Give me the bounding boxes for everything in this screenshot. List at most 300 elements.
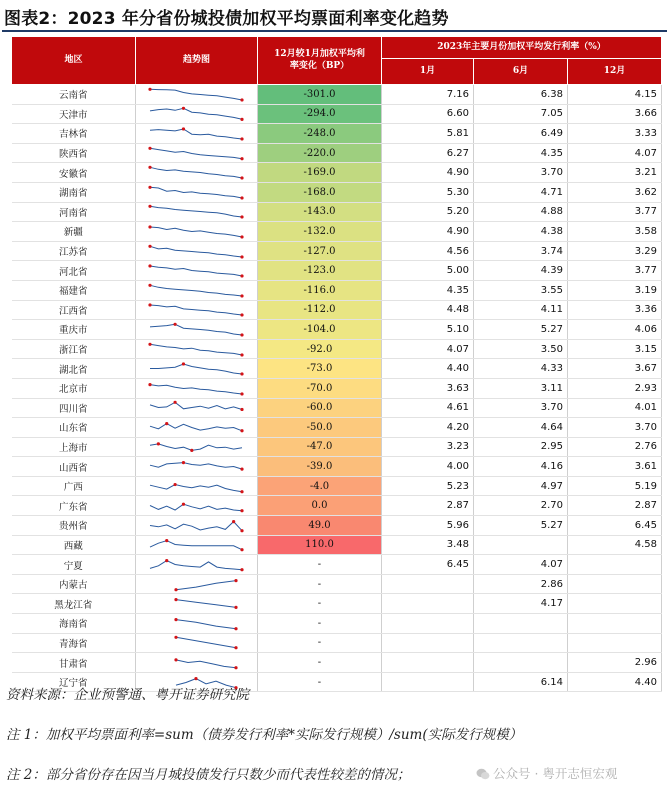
sparkline	[136, 360, 256, 377]
table-row	[12, 182, 662, 202]
rate-dec-cell: 3.66	[568, 104, 662, 124]
sparkline-path	[176, 600, 236, 608]
sparkline-path	[150, 266, 242, 276]
trend-cell	[136, 280, 258, 300]
region-cell: 安徽省	[12, 163, 136, 183]
rate-dec-cell	[568, 594, 662, 614]
trend-cell	[136, 241, 258, 261]
sparkline-path	[176, 660, 236, 668]
table-row	[12, 241, 662, 261]
trend-cell	[136, 457, 258, 477]
change-cell: 110.0	[258, 535, 382, 555]
rate-dec-cell: 3.67	[568, 359, 662, 379]
rate-jun-cell: 4.17	[474, 594, 568, 614]
rate-dec-cell	[568, 574, 662, 594]
sparkline-marker	[148, 225, 151, 228]
region-cell: 福建省	[12, 280, 136, 300]
rate-jan-cell	[382, 633, 474, 653]
sparkline-marker	[240, 468, 243, 471]
change-cell: -47.0	[258, 437, 382, 457]
change-cell: -4.0	[258, 476, 382, 496]
sparkline-path	[150, 89, 242, 100]
table-row	[12, 398, 662, 418]
trend-cell	[136, 359, 258, 379]
sparkline-marker	[174, 598, 177, 601]
sparkline-marker	[234, 647, 237, 650]
table-row	[12, 300, 662, 320]
change-cell: -294.0	[258, 104, 382, 124]
sparkline-path	[150, 364, 242, 374]
rate-jun-cell: 3.70	[474, 398, 568, 418]
sparkline-path	[150, 423, 242, 430]
rate-jun-cell: 2.95	[474, 437, 568, 457]
region-cell: 西藏	[12, 535, 136, 555]
sparkline-path	[150, 324, 242, 335]
trend-cell	[136, 300, 258, 320]
table-row	[12, 359, 662, 379]
table-row	[12, 378, 662, 398]
sparkline-marker	[182, 503, 185, 506]
sparkline-path	[150, 187, 242, 198]
sparkline-path	[150, 463, 242, 470]
table-row	[12, 104, 662, 124]
region-cell: 广西	[12, 476, 136, 496]
sparkline	[136, 654, 256, 671]
rate-jan-cell: 5.20	[382, 202, 474, 222]
change-cell: -132.0	[258, 222, 382, 242]
sparkline-path	[176, 619, 236, 628]
table-row	[12, 202, 662, 222]
rate-dec-cell	[568, 555, 662, 575]
region-cell: 辽宁省	[12, 672, 136, 692]
sparkline-marker	[157, 443, 160, 446]
sparkline-path	[150, 444, 242, 451]
rate-jan-cell: 4.90	[382, 163, 474, 183]
sparkline-marker	[240, 98, 243, 101]
region-cell: 上海市	[12, 437, 136, 457]
region-cell: 云南省	[12, 85, 136, 105]
change-cell: -248.0	[258, 124, 382, 144]
change-cell: -73.0	[258, 359, 382, 379]
sparkline-marker	[174, 618, 177, 621]
sparkline-path	[176, 580, 236, 589]
rate-jun-cell: 4.39	[474, 261, 568, 281]
region-cell: 山东省	[12, 418, 136, 438]
sparkline-marker	[190, 449, 193, 452]
rate-jun-cell: 2.70	[474, 496, 568, 516]
rate-jun-cell: 4.33	[474, 359, 568, 379]
change-cell: -301.0	[258, 85, 382, 105]
rate-jan-cell: 4.56	[382, 241, 474, 261]
table-row	[12, 614, 662, 634]
rate-dec-cell: 3.61	[568, 457, 662, 477]
trend-cell	[136, 398, 258, 418]
change-cell: -50.0	[258, 418, 382, 438]
rate-jan-cell: 5.00	[382, 261, 474, 281]
table-row	[12, 555, 662, 575]
region-cell: 四川省	[12, 398, 136, 418]
table-row	[12, 418, 662, 438]
rate-jan-cell: 2.87	[382, 496, 474, 516]
rate-dec-cell: 2.96	[568, 653, 662, 673]
header-dec: 12月	[568, 59, 662, 85]
table-row	[12, 535, 662, 555]
change-cell: -	[258, 614, 382, 634]
table-row	[12, 516, 662, 536]
sparkline-path	[150, 285, 242, 296]
sparkline-marker	[174, 636, 177, 639]
sparkline-marker	[148, 304, 151, 307]
rate-table	[11, 36, 662, 692]
sparkline	[136, 243, 256, 260]
sparkline	[136, 576, 256, 593]
region-cell: 浙江省	[12, 339, 136, 359]
rate-jun-cell: 4.07	[474, 555, 568, 575]
rate-dec-cell: 4.15	[568, 85, 662, 105]
sparkline-path	[150, 384, 242, 393]
change-cell: 0.0	[258, 496, 382, 516]
trend-cell	[136, 85, 258, 105]
table-row	[12, 437, 662, 457]
trend-cell	[136, 476, 258, 496]
table-row	[12, 496, 662, 516]
footnote-2: 注 2：部分省份存在因当月城投债发行只数少而代表性较差的情况；	[6, 767, 411, 783]
header-region: 地区	[12, 37, 136, 85]
trend-cell	[136, 614, 258, 634]
change-cell: -112.0	[258, 300, 382, 320]
rate-jun-cell: 4.64	[474, 418, 568, 438]
sparkline	[136, 105, 256, 122]
region-cell: 河北省	[12, 261, 136, 281]
sparkline-path	[150, 403, 242, 410]
rate-jun-cell	[474, 633, 568, 653]
rate-dec-cell: 4.07	[568, 143, 662, 163]
rate-jan-cell: 4.07	[382, 339, 474, 359]
rate-dec-cell: 4.06	[568, 320, 662, 340]
rate-jan-cell: 7.16	[382, 85, 474, 105]
trend-cell	[136, 653, 258, 673]
rate-jun-cell	[474, 535, 568, 555]
sparkline-path	[150, 305, 242, 315]
trend-cell	[136, 202, 258, 222]
change-cell: -123.0	[258, 261, 382, 281]
sparkline-marker	[240, 372, 243, 375]
sparkline-marker	[240, 333, 243, 336]
trend-cell	[136, 496, 258, 516]
watermark	[472, 763, 621, 783]
rate-jun-cell: 4.35	[474, 143, 568, 163]
table-row	[12, 339, 662, 359]
region-cell: 内蒙古	[12, 574, 136, 594]
rate-jun-cell: 3.50	[474, 339, 568, 359]
change-cell: 49.0	[258, 516, 382, 536]
rate-jun-cell: 4.38	[474, 222, 568, 242]
rate-dec-cell: 2.93	[568, 378, 662, 398]
sparkline-path	[150, 541, 242, 550]
trend-cell	[136, 378, 258, 398]
header-rate-group: 2023年主要月份加权平均发行利率（%）	[382, 37, 662, 59]
rate-jan-cell: 4.48	[382, 300, 474, 320]
sparkline-path	[176, 638, 236, 648]
sparkline	[136, 203, 256, 220]
change-cell: -	[258, 574, 382, 594]
sparkline-path	[150, 167, 242, 178]
rate-dec-cell: 3.77	[568, 202, 662, 222]
region-cell: 重庆市	[12, 320, 136, 340]
sparkline-marker	[148, 283, 151, 286]
sparkline-marker	[165, 559, 168, 562]
sparkline-marker	[240, 392, 243, 395]
rate-jun-cell: 7.05	[474, 104, 568, 124]
rate-jan-cell: 6.60	[382, 104, 474, 124]
table-row	[12, 280, 662, 300]
sparkline	[136, 223, 256, 240]
table-row	[12, 124, 662, 144]
sparkline-marker	[148, 244, 151, 247]
change-cell: -	[258, 672, 382, 692]
rate-jun-cell: 4.11	[474, 300, 568, 320]
sparkline-marker	[234, 579, 237, 582]
rate-jun-cell: 2.86	[474, 574, 568, 594]
sparkline-path	[150, 484, 242, 491]
region-cell: 广东省	[12, 496, 136, 516]
sparkline-marker	[148, 264, 151, 267]
trend-cell	[136, 124, 258, 144]
sparkline	[136, 497, 256, 514]
rate-jan-cell: 4.90	[382, 222, 474, 242]
sparkline-path	[150, 207, 242, 218]
rate-jun-cell: 3.55	[474, 280, 568, 300]
rate-jun-cell: 3.70	[474, 163, 568, 183]
table-row	[12, 594, 662, 614]
region-cell: 青海省	[12, 633, 136, 653]
sparkline-marker	[234, 606, 237, 609]
sparkline-marker	[240, 157, 243, 160]
rate-jun-cell: 5.27	[474, 320, 568, 340]
sparkline	[136, 262, 256, 279]
trend-cell	[136, 143, 258, 163]
sparkline-marker	[240, 235, 243, 238]
sparkline-marker	[240, 118, 243, 121]
change-cell: -168.0	[258, 182, 382, 202]
sparkline	[136, 419, 256, 436]
change-cell: -169.0	[258, 163, 382, 183]
rate-dec-cell: 3.77	[568, 261, 662, 281]
sparkline	[136, 380, 256, 397]
change-cell: -143.0	[258, 202, 382, 222]
table-body	[12, 85, 662, 692]
sparkline	[136, 536, 256, 553]
rate-dec-cell: 2.76	[568, 437, 662, 457]
sparkline-path	[150, 504, 242, 511]
sparkline-marker	[165, 422, 168, 425]
rate-jan-cell: 3.23	[382, 437, 474, 457]
sparkline	[136, 125, 256, 142]
change-cell: -220.0	[258, 143, 382, 163]
sparkline	[136, 341, 256, 358]
rate-dec-cell: 3.29	[568, 241, 662, 261]
sparkline-marker	[240, 216, 243, 219]
rate-jan-cell: 4.40	[382, 359, 474, 379]
sparkline	[136, 145, 256, 162]
source-note: 资料来源：企业预警通、粤开证券研究院	[6, 687, 249, 703]
region-cell: 江西省	[12, 300, 136, 320]
sparkline-marker	[240, 490, 243, 493]
region-cell: 北京市	[12, 378, 136, 398]
change-cell: -	[258, 653, 382, 673]
rate-dec-cell: 4.58	[568, 535, 662, 555]
sparkline-marker	[240, 294, 243, 297]
trend-cell	[136, 339, 258, 359]
sparkline-marker	[182, 107, 185, 110]
sparkline-marker	[240, 549, 243, 552]
region-cell: 天津市	[12, 104, 136, 124]
title-divider	[2, 30, 667, 32]
sparkline	[136, 282, 256, 299]
trend-cell	[136, 418, 258, 438]
rate-jan-cell: 4.00	[382, 457, 474, 477]
region-cell: 陕西省	[12, 143, 136, 163]
region-cell: 山西省	[12, 457, 136, 477]
sparkline	[136, 301, 256, 318]
sparkline-marker	[240, 408, 243, 411]
table-row	[12, 163, 662, 183]
rate-dec-cell: 4.40	[568, 672, 662, 692]
header-jan: 1月	[382, 59, 474, 85]
change-cell: -104.0	[258, 320, 382, 340]
rate-jan-cell: 5.23	[382, 476, 474, 496]
trend-cell	[136, 163, 258, 183]
sparkline-marker	[174, 588, 177, 591]
rate-jun-cell: 6.38	[474, 85, 568, 105]
sparkline-marker	[232, 520, 235, 523]
sparkline-marker	[234, 627, 237, 630]
sparkline-marker	[148, 166, 151, 169]
sparkline-marker	[240, 353, 243, 356]
sparkline-marker	[165, 539, 168, 542]
trend-cell	[136, 261, 258, 281]
wechat-icon	[476, 767, 490, 781]
sparkline	[136, 634, 256, 651]
region-cell: 吉林省	[12, 124, 136, 144]
trend-cell	[136, 594, 258, 614]
change-cell: -70.0	[258, 378, 382, 398]
trend-cell	[136, 535, 258, 555]
table-row	[12, 261, 662, 281]
sparkline-path	[150, 148, 242, 158]
sparkline-marker	[240, 429, 243, 432]
sparkline	[136, 517, 256, 534]
rate-jan-cell	[382, 653, 474, 673]
rate-jan-cell: 4.61	[382, 398, 474, 418]
sparkline	[136, 86, 256, 103]
footnote-1: 注 1：加权平均票面利率=sum（债券发行利率*实际发行规模）/sum(实际发行规模）	[6, 727, 523, 743]
sparkline	[136, 399, 256, 416]
rate-dec-cell: 3.62	[568, 182, 662, 202]
region-cell: 新疆	[12, 222, 136, 242]
sparkline	[136, 615, 256, 632]
region-cell: 甘肃省	[12, 653, 136, 673]
rate-jun-cell: 4.71	[474, 182, 568, 202]
change-cell: -92.0	[258, 339, 382, 359]
rate-jun-cell: 4.16	[474, 457, 568, 477]
region-cell: 湖北省	[12, 359, 136, 379]
rate-jan-cell	[382, 594, 474, 614]
sparkline-marker	[148, 383, 151, 386]
rate-jan-cell	[382, 574, 474, 594]
change-cell: -116.0	[258, 280, 382, 300]
rate-dec-cell: 5.19	[568, 476, 662, 496]
rate-jan-cell: 5.10	[382, 320, 474, 340]
change-cell: -	[258, 633, 382, 653]
rate-dec-cell: 3.36	[568, 300, 662, 320]
sparkline-marker	[240, 568, 243, 571]
sparkline-marker	[234, 666, 237, 669]
region-cell: 湖南省	[12, 182, 136, 202]
rate-jan-cell: 3.63	[382, 378, 474, 398]
rate-dec-cell: 3.70	[568, 418, 662, 438]
sparkline-marker	[240, 509, 243, 512]
region-cell: 河南省	[12, 202, 136, 222]
sparkline-path	[150, 521, 242, 530]
sparkline	[136, 595, 256, 612]
rate-jan-cell	[382, 672, 474, 692]
sparkline	[136, 321, 256, 338]
sparkline-marker	[240, 255, 243, 258]
sparkline-marker	[240, 314, 243, 317]
region-cell: 江苏省	[12, 241, 136, 261]
sparkline-marker	[182, 127, 185, 130]
sparkline-marker	[182, 461, 185, 464]
rate-jan-cell: 4.20	[382, 418, 474, 438]
sparkline-marker	[240, 529, 243, 532]
rate-dec-cell	[568, 614, 662, 634]
sparkline-marker	[174, 658, 177, 661]
rate-jan-cell	[382, 614, 474, 634]
sparkline-marker	[173, 401, 176, 404]
sparkline-marker	[194, 677, 197, 680]
table-row	[12, 476, 662, 496]
rate-dec-cell: 2.87	[568, 496, 662, 516]
rate-jun-cell: 3.11	[474, 378, 568, 398]
rate-dec-cell	[568, 633, 662, 653]
rate-jun-cell	[474, 614, 568, 634]
sparkline-path	[150, 227, 242, 237]
trend-cell	[136, 516, 258, 536]
change-cell: -	[258, 555, 382, 575]
sparkline-marker	[240, 177, 243, 180]
rate-jan-cell: 3.48	[382, 535, 474, 555]
rate-jan-cell: 6.27	[382, 143, 474, 163]
rate-jun-cell: 4.97	[474, 476, 568, 496]
rate-dec-cell: 3.15	[568, 339, 662, 359]
rate-jun-cell: 4.88	[474, 202, 568, 222]
chart-title: 图表2：2023 年分省份城投债加权平均票面利率变化趋势	[4, 9, 449, 29]
rate-jan-cell: 5.30	[382, 182, 474, 202]
rate-jan-cell: 6.45	[382, 555, 474, 575]
sparkline-marker	[240, 137, 243, 140]
sparkline	[136, 184, 256, 201]
header-change: 12月较1月加权平均利率变化（BP）	[258, 37, 382, 85]
rate-dec-cell: 3.58	[568, 222, 662, 242]
change-cell: -39.0	[258, 457, 382, 477]
sparkline	[136, 556, 256, 573]
sparkline-path	[150, 109, 242, 120]
rate-dec-cell: 4.01	[568, 398, 662, 418]
table-row	[12, 143, 662, 163]
rate-dec-cell: 3.21	[568, 163, 662, 183]
sparkline	[136, 164, 256, 181]
